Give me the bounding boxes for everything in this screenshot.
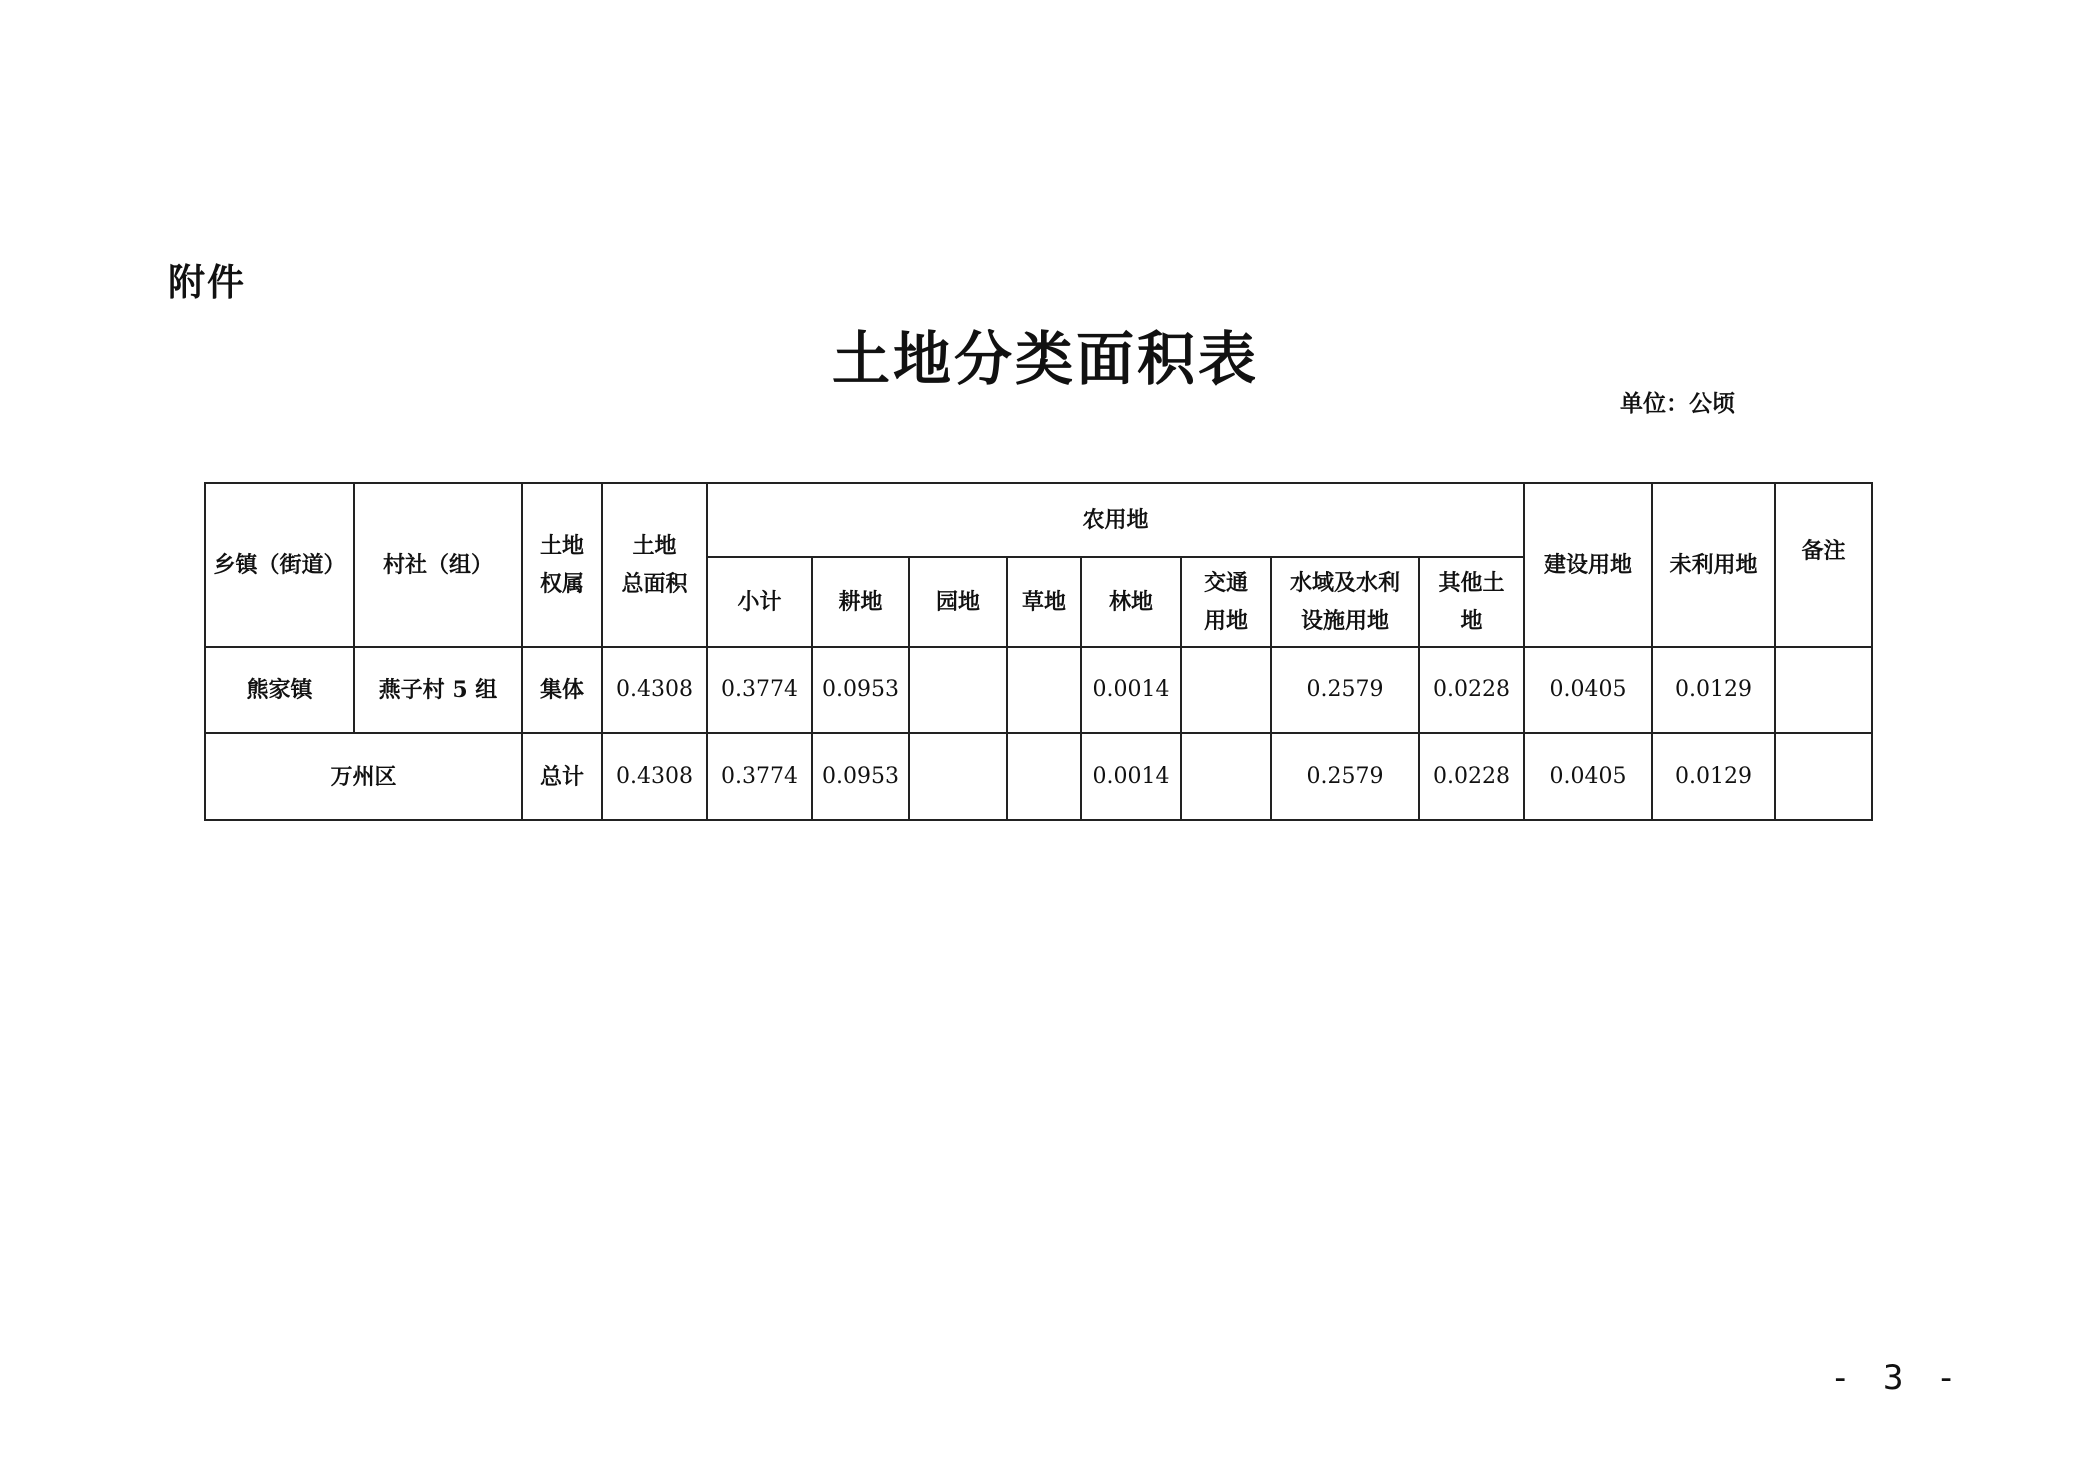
header-ownership-line2: 权属 [539, 571, 584, 597]
document-title: 土地分类面积表 [831, 325, 1259, 393]
cell-total-transport [1181, 733, 1271, 820]
header-village-label: 村社（组） [382, 552, 493, 578]
header-agricultural-land-label: 农用地 [1082, 507, 1149, 533]
cell-village: 燕子村 5 组 [354, 647, 522, 733]
page-number: - 3 - [1830, 1358, 1963, 1398]
cell-total-water: 0.2579 [1271, 733, 1419, 820]
cell-ownership: 集体 [522, 647, 602, 733]
cell-total-garden [909, 733, 1007, 820]
header-ownership [522, 483, 602, 647]
header-construction-land [1524, 483, 1652, 647]
attachment-label: 附件 [168, 261, 246, 304]
header-remarks-label: 备注 [1801, 538, 1846, 564]
header-total-area-line2: 总面积 [621, 571, 688, 597]
cell-subtotal: 0.3774 [707, 647, 812, 733]
header-transport-line1: 交通 [1203, 570, 1248, 596]
cell-cultivated: 0.0953 [812, 647, 909, 733]
table-row [205, 647, 1872, 733]
header-total-area [602, 483, 707, 647]
cell-total-total-area: 0.4308 [602, 733, 707, 820]
header-construction-label: 建设用地 [1544, 552, 1633, 578]
header-transport [1181, 557, 1271, 647]
header-ownership-line1: 土地 [539, 533, 584, 559]
header-village [354, 483, 522, 647]
unit-label: 单位：公顷 [1620, 390, 1735, 417]
header-water-line1: 水域及水利 [1289, 570, 1400, 596]
header-cultivated-label: 耕地 [838, 589, 883, 615]
land-classification-table [204, 482, 1873, 821]
header-township [205, 483, 354, 647]
header-garden [909, 557, 1007, 647]
header-other-line1: 其他土 [1438, 570, 1505, 596]
header-other-land [1419, 557, 1524, 647]
header-remarks [1775, 483, 1872, 647]
cell-remarks [1775, 647, 1872, 733]
header-water-line2: 设施用地 [1300, 608, 1389, 634]
cell-total-grass [1007, 733, 1081, 820]
header-forest-label: 林地 [1108, 589, 1153, 615]
total-row [205, 733, 1872, 820]
cell-total-remarks [1775, 733, 1872, 820]
header-total-area-line1: 土地 [632, 533, 677, 559]
cell-total-construction: 0.0405 [1524, 733, 1652, 820]
header-forest [1081, 557, 1181, 647]
header-subtotal [707, 557, 812, 647]
cell-transport [1181, 647, 1271, 733]
header-other-line2: 地 [1460, 608, 1483, 634]
cell-total-other: 0.0228 [1419, 733, 1524, 820]
header-township-label: 乡镇（街道） [213, 552, 346, 578]
header-subtotal-label: 小计 [737, 589, 782, 615]
cell-total-unused: 0.0129 [1652, 733, 1775, 820]
cell-total-cultivated: 0.0953 [812, 733, 909, 820]
header-cultivated [812, 557, 909, 647]
header-grass-label: 草地 [1021, 589, 1066, 615]
cell-unused: 0.0129 [1652, 647, 1775, 733]
cell-forest: 0.0014 [1081, 647, 1181, 733]
header-agricultural-land [707, 483, 1524, 557]
header-grass [1007, 557, 1081, 647]
header-unused-label: 未利用地 [1669, 552, 1758, 578]
header-row-1 [205, 483, 1872, 557]
header-garden-label: 园地 [935, 589, 980, 615]
cell-construction: 0.0405 [1524, 647, 1652, 733]
cell-other: 0.0228 [1419, 647, 1524, 733]
header-transport-line2: 用地 [1203, 608, 1248, 634]
cell-total-area: 0.4308 [602, 647, 707, 733]
header-unused-land [1652, 483, 1775, 647]
cell-region: 万州区 [205, 733, 522, 820]
cell-total-label: 总计 [522, 733, 602, 820]
header-water [1271, 557, 1419, 647]
cell-total-forest: 0.0014 [1081, 733, 1181, 820]
cell-grass [1007, 647, 1081, 733]
cell-township: 熊家镇 [205, 647, 354, 733]
cell-water: 0.2579 [1271, 647, 1419, 733]
cell-garden [909, 647, 1007, 733]
cell-total-subtotal: 0.3774 [707, 733, 812, 820]
